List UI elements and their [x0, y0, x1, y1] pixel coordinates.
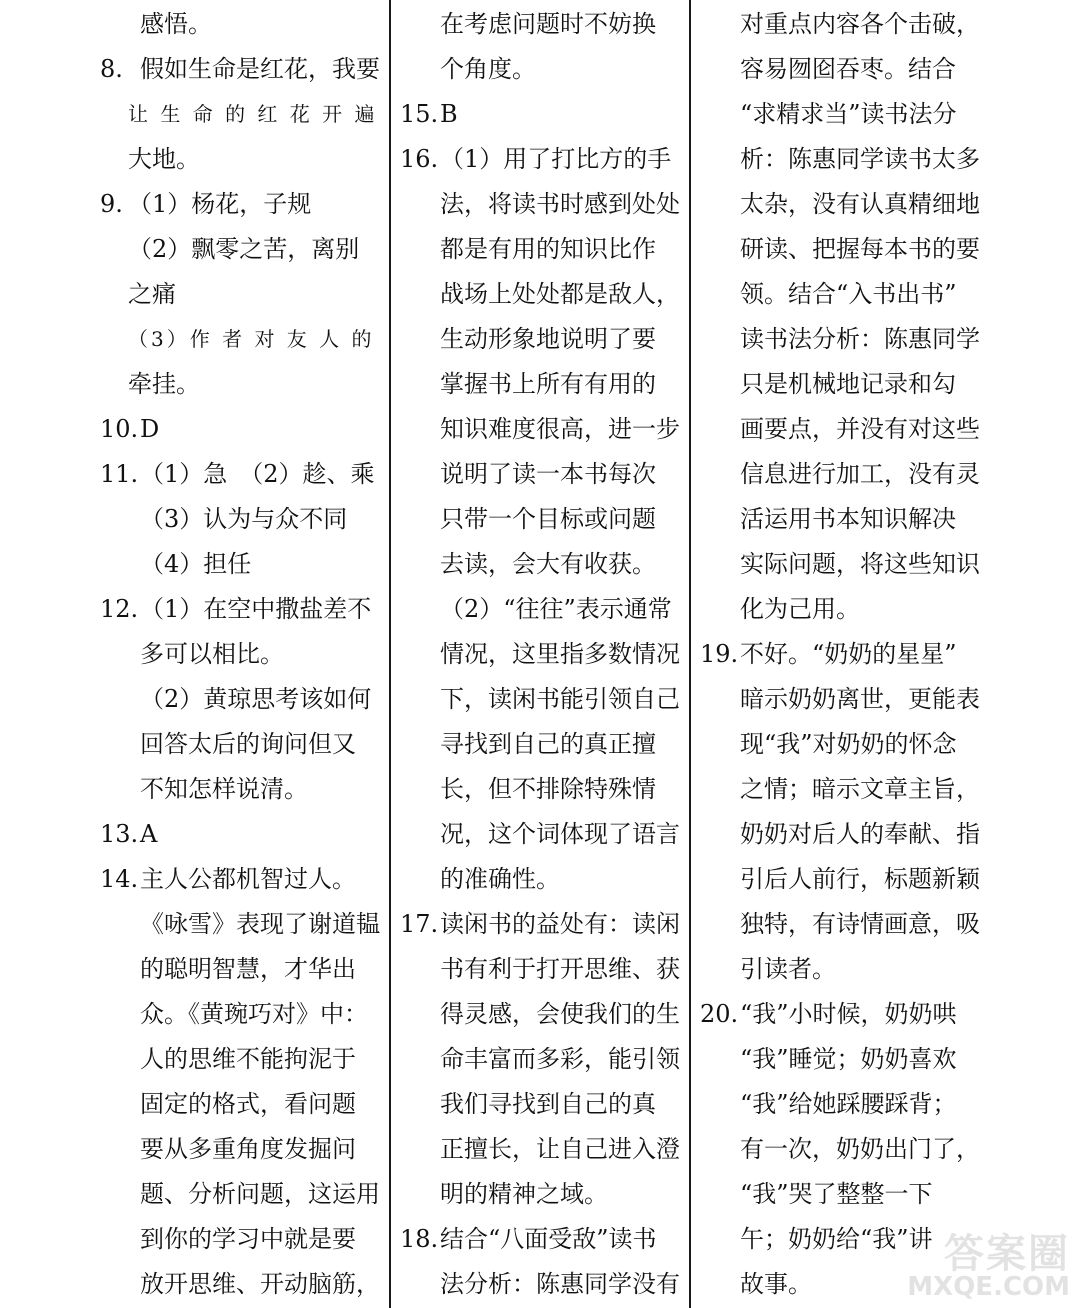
- answer-line: [400, 812, 682, 857]
- watermark-logo-text: 答案圈: [944, 1231, 1070, 1277]
- answer-text: 假如生命是红花，我要: [140, 55, 380, 83]
- answer-line: [700, 767, 982, 812]
- answer-line: [100, 1217, 382, 1262]
- answer-text: 固定的格式，看问题: [140, 1090, 356, 1118]
- answer-text: 实际问题，将这些知识: [740, 550, 980, 578]
- answer-text: 信息进行加工，没有灵: [740, 460, 980, 488]
- item-number: 14.: [100, 865, 139, 893]
- item-number: 20.: [700, 1000, 739, 1028]
- item-number: 8.: [100, 55, 123, 83]
- answer-line: [700, 137, 982, 182]
- answer-item-start: [100, 452, 382, 497]
- answer-text: 《咏雪》表现了谢道韫: [140, 910, 380, 938]
- answer-text: 到你的学习中就是要: [140, 1225, 356, 1253]
- answer-item-start: [100, 587, 382, 632]
- answer-line: [400, 947, 682, 992]
- answer-text: 不好。“奶奶的星星”: [740, 640, 957, 668]
- answer-line: [700, 587, 982, 632]
- answer-line: [400, 587, 682, 632]
- answer-text: 情况，这里指多数情况: [440, 640, 680, 668]
- answer-line: [400, 767, 682, 812]
- answer-text: 化为己用。: [740, 595, 860, 623]
- answer-line: [400, 2, 682, 47]
- answer-line: [700, 857, 982, 902]
- answer-text: 午；奶奶给“我”讲: [740, 1225, 933, 1253]
- answer-text: （2）黄琼思考该如何: [140, 685, 372, 713]
- answer-text: 法，将读书时感到处处: [440, 190, 680, 218]
- answer-item-start: [700, 992, 982, 1037]
- answer-text: A: [140, 820, 158, 848]
- answer-text: 活运用书本知识解决: [740, 505, 956, 533]
- answer-line: [100, 992, 382, 1037]
- answer-text: （3）认为与众不同: [140, 505, 348, 533]
- answer-line: [400, 722, 682, 767]
- answer-line: [100, 542, 382, 587]
- answer-text: 命丰富而多彩，能引领: [440, 1045, 680, 1073]
- answer-text: “我”给她踩腰踩背；: [740, 1090, 957, 1118]
- answer-text: 去读，会大有收获。: [440, 550, 656, 578]
- answer-item-start: [700, 632, 982, 677]
- answer-text: （1）用了打比方的手: [440, 145, 672, 173]
- answer-line: [100, 2, 382, 47]
- answer-text: 感悟。: [140, 10, 212, 38]
- answer-text: B: [440, 100, 458, 128]
- answer-column-2: [400, 0, 682, 1308]
- answer-item-start: [400, 1217, 682, 1262]
- answer-line: [700, 362, 982, 407]
- answer-text: （3）作 者 对 友 人 的: [128, 327, 375, 351]
- answer-line: [700, 317, 982, 362]
- answer-item-start: [100, 47, 382, 92]
- answer-line: [700, 902, 982, 947]
- column-divider-2: [689, 0, 691, 1308]
- answer-text: 生动形象地说明了要: [440, 325, 656, 353]
- answer-line: [700, 497, 982, 542]
- answer-item-start: [400, 92, 682, 137]
- answer-item-start: [400, 137, 682, 182]
- answer-text: 的聪明智慧，才华出: [140, 955, 356, 983]
- answer-line: [400, 992, 682, 1037]
- answer-line: [400, 407, 682, 452]
- answer-text: 暗示奶奶离世，更能表: [740, 685, 980, 713]
- answer-text: 太杂，没有认真精细地: [740, 190, 980, 218]
- answer-text: 寻找到自己的真正擅: [440, 730, 656, 758]
- answer-text: 奶奶对后人的奉献、指: [740, 820, 980, 848]
- answer-line: [100, 1172, 382, 1217]
- site-watermark: [880, 1222, 1076, 1304]
- answer-text: 引后人前行，标题新颖: [740, 865, 980, 893]
- answer-line: [700, 452, 982, 497]
- answer-text: 个角度。: [440, 55, 536, 83]
- answer-text: （2）飘零之苦，离别: [128, 235, 360, 263]
- answer-text: 容易囫囵吞枣。结合: [740, 55, 956, 83]
- answer-line: [400, 452, 682, 497]
- answer-text: 掌握书上所有有用的: [440, 370, 656, 398]
- item-number: 12.: [100, 595, 139, 623]
- answer-column-3: [700, 0, 982, 1308]
- answer-text: 只是机械地记录和勾: [740, 370, 956, 398]
- watermark-url-text: MXQE.COM: [907, 1272, 1070, 1302]
- answer-line: [700, 92, 982, 137]
- answer-text: 知识难度很高，进一步: [440, 415, 680, 443]
- answer-text: 放开思维、开动脑筋，: [140, 1270, 380, 1298]
- answer-text: 战场上处处都是敌人，: [440, 280, 680, 308]
- answer-text: 大地。: [128, 145, 200, 173]
- answer-text: 回答太后的询问但又: [140, 730, 356, 758]
- answer-line: [400, 1082, 682, 1127]
- answer-line: [700, 722, 982, 767]
- answer-line: [100, 1262, 382, 1307]
- answer-text: 独特，有诗情画意，吸: [740, 910, 980, 938]
- answer-line: [100, 1082, 382, 1127]
- answer-line: [100, 362, 382, 407]
- answer-line: [100, 227, 382, 272]
- item-number: 17.: [400, 910, 439, 938]
- answer-line: [400, 857, 682, 902]
- answer-line: [100, 497, 382, 542]
- answer-line: [400, 1037, 682, 1082]
- answer-line: [100, 722, 382, 767]
- answer-item-start: [400, 902, 682, 947]
- answer-text: 有一次，奶奶出门了，: [740, 1135, 980, 1163]
- answer-text: 法分析：陈惠同学没有: [440, 1270, 680, 1298]
- answer-line: [700, 947, 982, 992]
- answer-line: [100, 92, 382, 137]
- answer-text: 多可以相比。: [140, 640, 284, 668]
- answer-text: 画要点，并没有对这些: [740, 415, 980, 443]
- answer-line: [700, 1172, 982, 1217]
- answer-text: 只带一个目标或问题: [440, 505, 656, 533]
- item-number: 18.: [400, 1225, 439, 1253]
- answer-text: 在考虑问题时不妨换: [440, 10, 656, 38]
- answer-item-start: [100, 857, 382, 902]
- answer-line: [400, 362, 682, 407]
- answer-text: 书有利于打开思维、获: [440, 955, 680, 983]
- answer-text: 结合“八面受敌”读书: [440, 1225, 657, 1253]
- answer-line: [400, 1262, 682, 1307]
- answer-line: [400, 632, 682, 677]
- answer-text: 读书法分析：陈惠同学: [740, 325, 980, 353]
- answer-text: 下，读闲书能引领自己: [440, 685, 680, 713]
- answer-line: [700, 1127, 982, 1172]
- answer-text: 之情；暗示文章主旨，: [740, 775, 980, 803]
- answer-line: [700, 47, 982, 92]
- answer-line: [700, 407, 982, 452]
- answer-text: 主人公都机智过人。: [140, 865, 356, 893]
- answer-line: [700, 542, 982, 587]
- answer-line: [100, 677, 382, 722]
- answer-text: 正擅长，让自己进入澄: [440, 1135, 680, 1163]
- answer-text: 得灵感，会使我们的生: [440, 1000, 680, 1028]
- answer-text: “求精求当”读书法分: [740, 100, 957, 128]
- answer-text: 人的思维不能拘泥于: [140, 1045, 356, 1073]
- item-number: 10.: [100, 415, 139, 443]
- answer-line: [100, 317, 382, 362]
- answer-line: [400, 677, 682, 722]
- item-number: 16.: [400, 145, 439, 173]
- item-number: 9.: [100, 190, 123, 218]
- answer-text: 故事。: [740, 1270, 812, 1298]
- answer-line: [400, 542, 682, 587]
- answer-line: [400, 1172, 682, 1217]
- answer-line: [700, 182, 982, 227]
- answer-line: [400, 47, 682, 92]
- answer-line: [700, 1082, 982, 1127]
- answer-text: 读闲书的益处有：读闲: [440, 910, 680, 938]
- answer-line: [400, 272, 682, 317]
- answer-text: 现“我”对奶奶的怀念: [740, 730, 957, 758]
- column-divider-1: [389, 0, 391, 1308]
- answer-line: [400, 1127, 682, 1172]
- answer-text: D: [140, 415, 160, 443]
- answer-text: 题、分析问题，这运用: [140, 1180, 380, 1208]
- answer-line: [100, 947, 382, 992]
- answer-text: 明的精神之域。: [440, 1180, 608, 1208]
- answer-text: 我们寻找到自己的真: [440, 1090, 656, 1118]
- answer-line: [700, 227, 982, 272]
- answer-text: 之痛: [128, 280, 176, 308]
- answer-line: [700, 812, 982, 857]
- answer-item-start: [100, 407, 382, 452]
- item-number: 13.: [100, 820, 139, 848]
- answer-text: 对重点内容各个击破，: [740, 10, 980, 38]
- answer-line: [400, 497, 682, 542]
- answer-text: （4）担任: [140, 550, 252, 578]
- item-number: 15.: [400, 100, 439, 128]
- answer-text: （2）“往往”表示通常: [440, 595, 672, 623]
- answer-text: （1）在空中撒盐差不: [140, 595, 372, 623]
- answer-text: 让 生 命 的 红 花 开 遍: [128, 102, 378, 126]
- item-number: 19.: [700, 640, 739, 668]
- answer-text: 众。《黄琬巧对》中：: [140, 1000, 368, 1028]
- item-number: 11.: [100, 460, 139, 488]
- answer-line: [100, 632, 382, 677]
- answer-text: 领。结合“入书出书”: [740, 280, 957, 308]
- answer-line: [700, 677, 982, 722]
- answer-line: [400, 182, 682, 227]
- answer-line: [100, 767, 382, 812]
- answer-text: 牵挂。: [128, 370, 200, 398]
- answer-line: [100, 1127, 382, 1172]
- answer-text: “我”睡觉；奶奶喜欢: [740, 1045, 957, 1073]
- answer-text: “我”小时候，奶奶哄: [740, 1000, 957, 1028]
- answer-item-start: [100, 812, 382, 857]
- answer-line: [100, 272, 382, 317]
- answer-text: 要从多重角度发掘问: [140, 1135, 356, 1163]
- answer-text: “我”哭了整整一下: [740, 1180, 933, 1208]
- answer-text: 长，但不排除特殊情: [440, 775, 656, 803]
- answer-line: [700, 1037, 982, 1082]
- answer-item-start: [100, 182, 382, 227]
- answer-line: [700, 272, 982, 317]
- answer-line: [100, 137, 382, 182]
- answer-line: [400, 317, 682, 362]
- answer-text: 析：陈惠同学读书太多: [740, 145, 980, 173]
- answer-line: [100, 1037, 382, 1082]
- answer-text: 况，这个词体现了语言: [440, 820, 680, 848]
- answer-text: 的准确性。: [440, 865, 560, 893]
- answer-text: 引读者。: [740, 955, 836, 983]
- answer-line: [700, 2, 982, 47]
- answer-column-1: [100, 0, 382, 1308]
- answer-line: [100, 902, 382, 947]
- answer-text: 不知怎样说清。: [140, 775, 308, 803]
- answer-text: （1）急 （2）趁、乘: [140, 460, 375, 488]
- answer-text: 研读、把握每本书的要: [740, 235, 980, 263]
- answer-text: （1）杨花，子规: [128, 190, 312, 218]
- answer-text: 都是有用的知识比作: [440, 235, 656, 263]
- answer-text: 说明了读一本书每次: [440, 460, 656, 488]
- answer-line: [400, 227, 682, 272]
